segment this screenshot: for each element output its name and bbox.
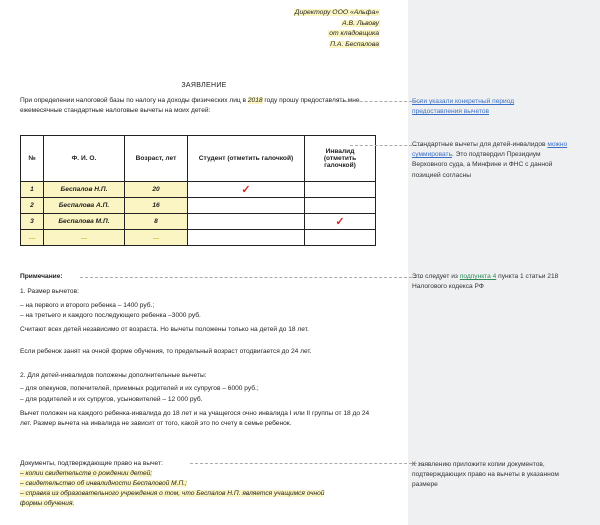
comment-attach: К заявлению приложите копии документов, подтверждающих право на вычеты в указанном размере: [412, 461, 559, 489]
addressee-line-1: Директору ООО «Альфа»: [294, 9, 379, 16]
col-header-age: Возраст, лет: [125, 136, 188, 182]
addressee-block: [294, 8, 380, 50]
document-item: – копии свидетельств о рождении детей;: [20, 470, 153, 477]
document-title: ЗАЯВЛЕНИЕ: [181, 82, 227, 89]
col-header-invalid: Инвалид (отметить галочкой): [305, 136, 376, 182]
remark-line: – на первого и второго ребенка – 1400 руб.;: [20, 302, 155, 309]
comments-sidebar: [408, 0, 600, 525]
children-table: [20, 135, 376, 246]
remark-line: Если ребенок занят на очной форме обучения, то предельный возраст отодвигается до 24 лет.: [20, 348, 312, 355]
remark-line: Вычет положен на каждого ребенка-инвалида до 18 лет и на учащегося очно инвалида I или II группы от 18 до 24 лет. Размер вычета на инвалида не зависит от того, какой это по счету в семье ребенок.: [20, 410, 370, 427]
comment-article: Это следует из подпункта 4 пункта 1 статьи 218 Налогового кодекса РФ: [412, 273, 559, 291]
addressee-line-4: П.А. Беспалова: [330, 40, 379, 48]
connector-line: [80, 277, 422, 278]
document-item: – свидетельство об инвалидности Беспаловой М.П.;: [20, 480, 187, 487]
sum-link[interactable]: можно суммировать: [412, 141, 568, 159]
comment-disabled: Стандартные вычеты для детей-инвалидов можно суммировать. Это подтвердил Президиум Верховного суда, а Минфине и ФНС с данной позицией согласны: [412, 141, 568, 179]
intro-paragraph: При определении налоговой базы по налогу на доходы физических лиц в 2018 году прошу предоставлять мне ежемесячные стандартные налоговые вычеты на моих детей:: [20, 97, 360, 114]
connector-line: [190, 463, 422, 464]
connector-line: [330, 101, 422, 102]
table-header-row: [21, 136, 376, 182]
comment-period: [412, 97, 562, 117]
table-row: 2 Беспалова А.П. 16: [21, 198, 376, 214]
document-item: – справка из образовательного учреждения о том, что Беспалов Н.П. является учащимся очной формы обучения.: [20, 490, 325, 507]
col-header-name: Ф. И. О.: [44, 136, 125, 182]
documents-list: [20, 469, 380, 509]
table-row: … … …: [21, 230, 376, 246]
col-header-student: Студент (отметить галочкой): [188, 136, 305, 182]
check-mark-icon: ✓: [305, 214, 376, 230]
table-row: 3 Беспалова М.П. 8 ✓: [21, 214, 376, 230]
addressee-line-3: от кладовщика: [329, 30, 379, 37]
check-mark-icon: ✓: [188, 182, 305, 198]
remark-line: – для родителей и их супругов, усыновителей – 12 000 руб.: [20, 396, 203, 403]
comment-period-link[interactable]: Если указали конкретный период предоставления вычетов: [412, 98, 515, 116]
remark-line: 2. Для детей-инвалидов положены дополнительные вычеты:: [20, 372, 207, 379]
remark-line: 1. Размер вычетов:: [20, 288, 79, 295]
col-header-num: №: [21, 136, 44, 182]
intro-year: 2018: [247, 97, 263, 104]
remark-line: – для опекунов, попечителей, приемных родителей и их супругов – 6000 руб.;: [20, 385, 259, 392]
remark-line: Считают всех детей независимо от возраста. Но вычеты положены только на детей до 18 лет.: [20, 326, 309, 333]
remark-heading: Примечание:: [20, 273, 63, 280]
subparagraph-link[interactable]: подпункта 4: [459, 273, 497, 280]
addressee-line-2: А.В. Львову: [342, 19, 379, 27]
documents-intro: Документы, подтверждающие право на вычет:: [20, 460, 163, 467]
table-row: 1 Беспалов Н.П. 20 ✓: [21, 182, 376, 198]
remark-line: – на третьего и каждого последующего ребенка –3000 руб.: [20, 312, 201, 319]
